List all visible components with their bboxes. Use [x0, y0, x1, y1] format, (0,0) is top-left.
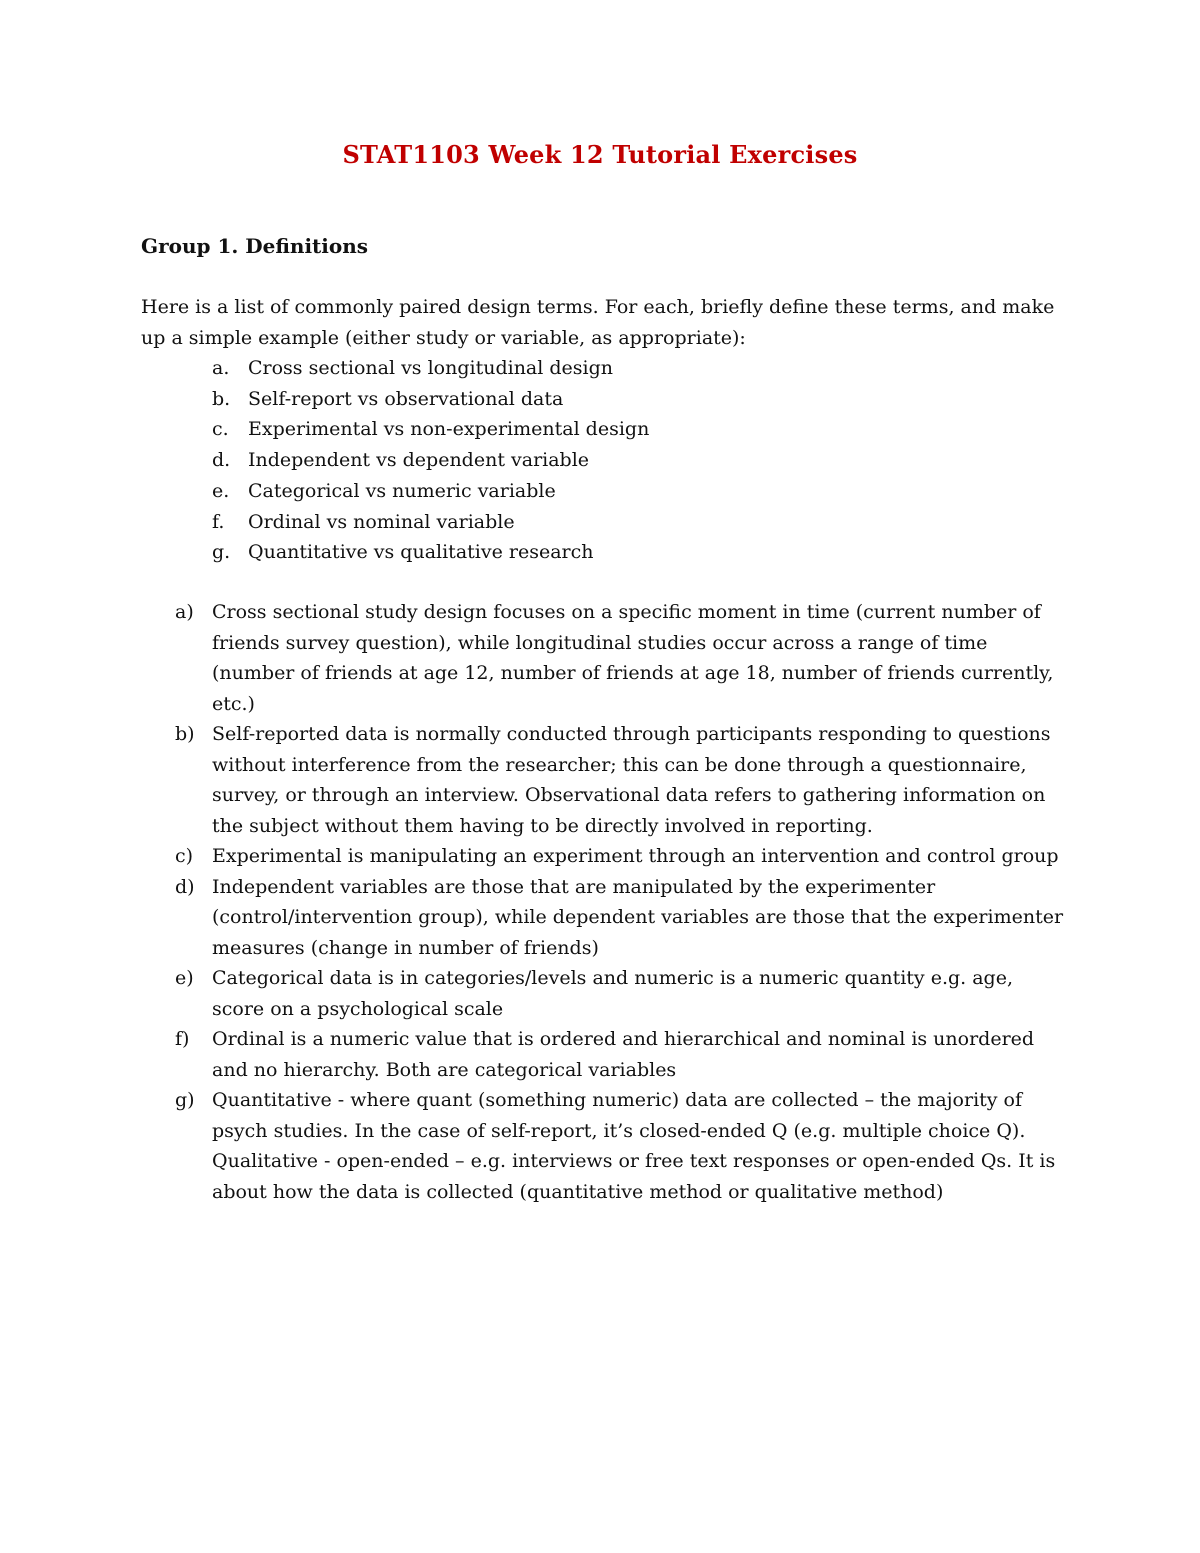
document-title: STAT1103 Week 12 Tutorial Exercises — [342, 140, 858, 169]
list-marker: f. — [212, 510, 225, 533]
answer-text: Experimental is manipulating an experiment through an intervention and control group — [212, 845, 1059, 867]
term-text: Ordinal vs nominal variable — [248, 510, 515, 533]
answer-item — [141, 719, 1071, 841]
answer-item — [141, 597, 1071, 719]
answer-marker: a) — [175, 601, 194, 623]
answers-list — [141, 597, 1071, 1207]
term-text: Cross sectional vs longitudinal design — [248, 357, 614, 379]
answer-item — [141, 1024, 1071, 1085]
list-item — [141, 414, 1071, 445]
terms-list — [141, 353, 1071, 568]
answer-marker: e) — [175, 967, 194, 989]
section-heading: Group 1. Definitions — [141, 234, 369, 258]
list-marker: d. — [212, 449, 231, 472]
answer-marker: b) — [175, 723, 195, 745]
answer-text: Categorical data is in categories/levels and numeric is a numeric quantity e.g. age, score on a psychological scale — [212, 967, 1014, 1020]
answer-text: Quantitative - where quant (something numeric) data are collected – the majority of psych studies. In the case of self-report, it’s closed-ended Q (e.g. multiple choice Q). — [212, 1089, 1026, 1142]
answer-marker: f) — [175, 1028, 190, 1050]
list-marker: g. — [212, 541, 231, 564]
answer-text-continued: Qualitative - open-ended – e.g. interviews or free text responses or open-ended Qs. It is about how the data is collected (quantitative method or qualitative method) — [212, 1150, 1056, 1203]
intro-paragraph: Here is a list of commonly paired design terms. For each, briefly define these terms, and make up a simple example (either study or variable, as appropriate): — [141, 296, 1055, 349]
answer-text: Self-reported data is normally conducted through participants responding to questions without interference from the researcher; this can be done through a questionnaire, survey, or through an interview. Observational data refers to gathering information on the subject without them having to be directly involved in reporting. — [212, 723, 1051, 837]
answer-item — [141, 1085, 1071, 1207]
list-marker: a. — [212, 357, 230, 379]
answer-item — [141, 872, 1071, 964]
list-item — [141, 384, 1071, 415]
answer-text: Cross sectional study design focuses on a specific moment in time (current number of friends survey question), while longitudinal studies occur across a range of time (number of friends at age 12, number of friends at age 18, number of friends currently, etc.) — [212, 601, 1054, 715]
answer-marker: d) — [175, 875, 195, 898]
term-text: Quantitative vs qualitative research — [248, 541, 594, 564]
list-item — [141, 507, 1071, 538]
list-item — [141, 476, 1071, 507]
answer-marker: g) — [175, 1089, 195, 1111]
answer-item — [141, 841, 1071, 872]
list-marker: e. — [212, 479, 230, 502]
term-text: Categorical vs numeric variable — [248, 479, 556, 502]
list-item — [141, 445, 1071, 476]
answer-text: Independent variables are those that are manipulated by the experimenter (control/intervention group), while dependent variables are those that the experimenter measures (change in number of friends) — [212, 875, 1064, 959]
list-item — [141, 537, 1071, 568]
list-marker: b. — [212, 387, 231, 410]
answer-marker: c) — [175, 845, 194, 867]
answer-text: Ordinal is a numeric value that is ordered and hierarchical and nominal is unordered and no hierarchy. Both are categorical variables — [212, 1028, 1035, 1081]
answer-item — [141, 963, 1071, 1024]
term-text: Independent vs dependent variable — [248, 449, 590, 472]
term-text: Experimental vs non-experimental design — [248, 418, 650, 441]
list-item — [141, 353, 1071, 384]
list-marker: c. — [212, 418, 229, 441]
term-text: Self-report vs observational data — [248, 387, 564, 410]
